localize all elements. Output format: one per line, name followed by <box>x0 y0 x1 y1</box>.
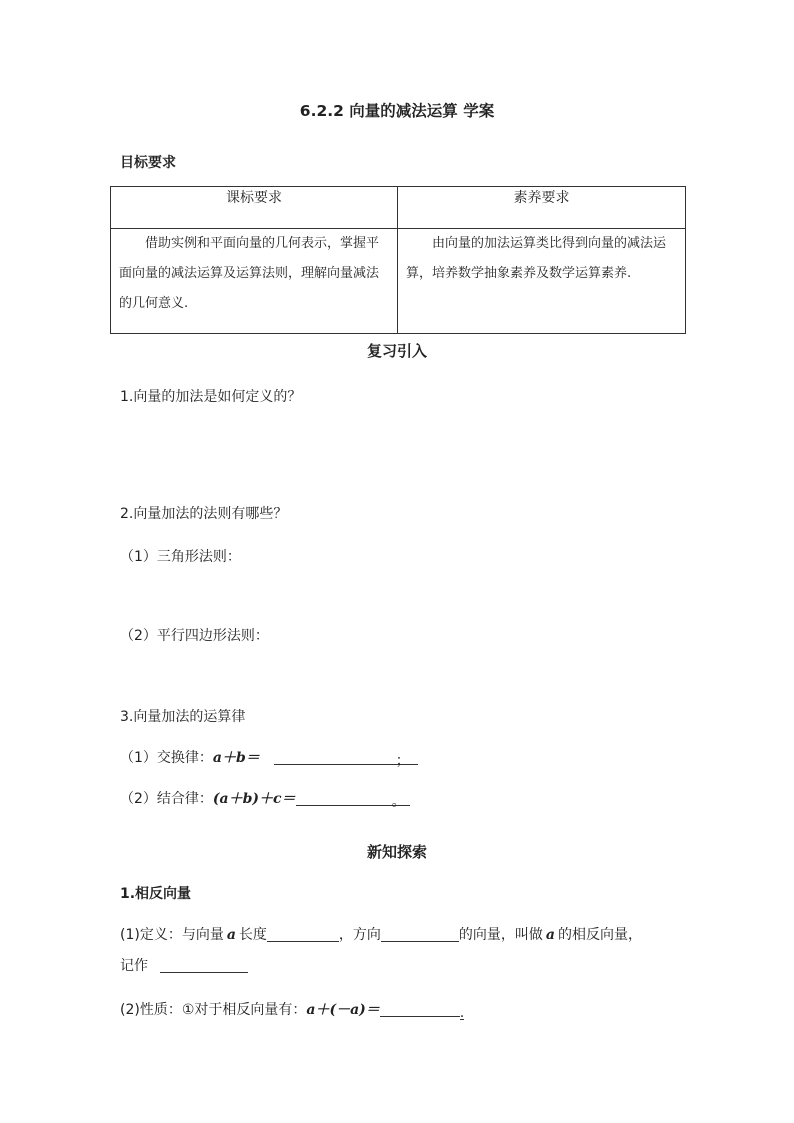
page-title: 6.2.2 向量的减法运算 学案 <box>299 102 495 120</box>
property-blank[interactable] <box>380 1002 460 1017</box>
associative-expression: (a＋b)＋c＝ <box>212 791 296 807</box>
table-header-curriculum: 课标要求 <box>111 187 398 229</box>
review-question-2a: （1）三角形法则： <box>120 549 241 565</box>
review-question-2: 2.向量加法的法则有哪些？ <box>120 506 288 522</box>
direction-blank[interactable] <box>381 927 459 942</box>
length-blank[interactable] <box>267 927 339 942</box>
definition-line: (1)定义：与向量 a 长度 ，方向 的向量，叫做 a 的相反向量， <box>120 927 642 943</box>
notation-line: 记作 <box>120 955 248 975</box>
table-header-literacy: 素养要求 <box>398 187 686 229</box>
explore-heading: 新知探索 <box>366 843 427 861</box>
commutative-blank[interactable] <box>274 750 394 765</box>
commutative-law-line: （1）交换律：a＋b＝ ； <box>120 747 418 767</box>
review-question-3: 3.向量加法的运算律 <box>120 709 246 725</box>
commutative-expression: a＋b＝ <box>212 750 260 766</box>
table-cell-literacy: 由向量的加法运算类比得到向量的减法运算，培养数学抽象素养及数学运算素养. <box>398 229 686 334</box>
review-heading: 复习引入 <box>366 342 427 360</box>
review-question-1: 1.向量的加法是如何定义的？ <box>120 389 302 405</box>
associative-blank[interactable] <box>296 791 390 806</box>
table-header-row <box>111 187 686 229</box>
property-line: (2)性质：①对于相反向量有：a＋(－a)＝ . <box>120 1002 465 1021</box>
table-row <box>111 229 686 334</box>
explore-section-1: 1.相反向量 <box>120 886 192 902</box>
goal-heading: 目标要求 <box>120 155 176 171</box>
associative-law-line: （2）结合律：(a＋b)＋c＝ 。 <box>120 788 410 808</box>
associative-end: 。 <box>390 791 410 806</box>
commutative-end: ； <box>394 750 418 765</box>
review-question-2b: （2）平行四边形法则： <box>120 628 269 644</box>
property-expression: a＋(－a)＝ <box>306 1002 380 1018</box>
notation-blank[interactable] <box>160 958 248 973</box>
requirements-table <box>110 186 686 334</box>
table-cell-curriculum: 借助实例和平面向量的几何表示，掌握平面向量的减法运算及运算法则，理解向量减法的几何意义. <box>111 229 398 334</box>
